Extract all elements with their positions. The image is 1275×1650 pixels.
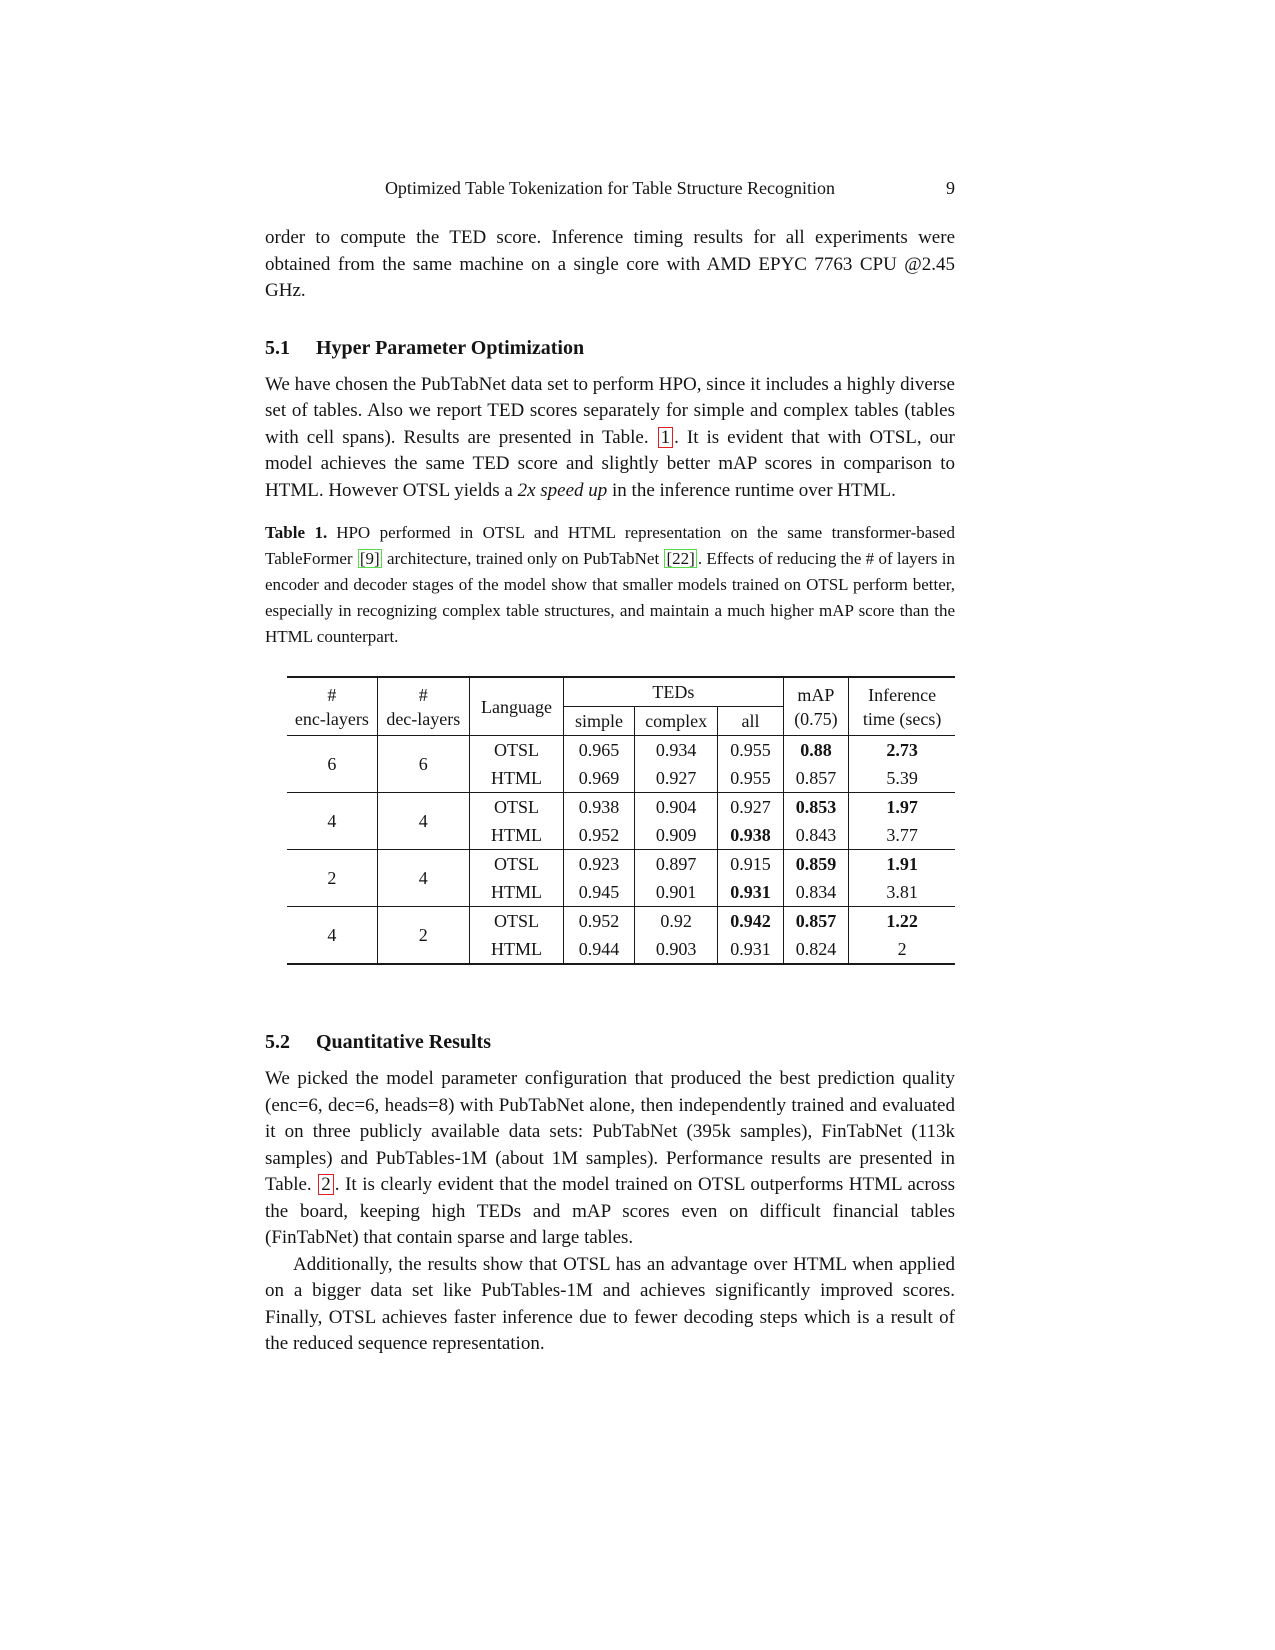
section-number: 5.2 — [265, 1031, 290, 1053]
results-table-header — [287, 677, 955, 736]
cell-time: 3.81 — [849, 878, 955, 907]
table-1-ref[interactable]: 1 — [658, 427, 674, 448]
running-head — [265, 178, 955, 205]
cell-time: 2.73 — [849, 736, 955, 765]
cell-time: 2 — [849, 935, 955, 964]
cell-simple: 0.944 — [564, 935, 635, 964]
table-1-caption: Table 1. HPO performed in OTSL and HTML representation on the same transformer-based TableFormer [9] architecture, trained only on PubTabNet [22] . Effects of reducing the # of layers in encoder and decoder stages of the model show that smaller models trained on OTSL perform better, especially in recognizing complex table structures, and maintain a much higher mAP score than the HTML counterpart. — [265, 523, 955, 646]
running-title: Optimized Table Tokenization for Table Structure Recognition — [384, 178, 836, 198]
section-number: 5.1 — [265, 336, 290, 359]
cell-simple: 0.965 — [564, 736, 635, 765]
cell-simple: 0.938 — [564, 793, 635, 822]
cell-time: 1.97 — [849, 793, 955, 822]
cell-time: 3.77 — [849, 821, 955, 850]
paragraph-5-1: We have chosen the PubTabNet data set to perform HPO, since it includes a highly diverse set of tables. Also we report TED scores separately for simple and complex tables (tables with cell spans). Results are presented in Table. 1 . It is evident that with OTSL, our model achieves the same TED score and slightly better mAP scores in comparison to HTML. However OTSL yields a 2x speed up in the inference runtime over HTML. — [265, 373, 955, 501]
cell-map: 0.843 — [783, 821, 849, 850]
cell-all: 0.942 — [718, 907, 783, 936]
enc-layers-cell: 2 — [287, 850, 377, 907]
citation-22-ref[interactable]: [22] — [666, 549, 695, 568]
cell-lang: OTSL — [469, 907, 563, 936]
dec-layers-cell: 2 — [377, 907, 469, 965]
cell-all: 0.931 — [718, 878, 783, 907]
cell-complex: 0.927 — [634, 764, 718, 793]
cell-all: 0.955 — [718, 736, 783, 765]
cell-lang: HTML — [469, 821, 563, 850]
enc-layers-cell: 4 — [287, 793, 377, 850]
cell-map: 0.834 — [783, 878, 849, 907]
paragraph-5-2-b: Additionally, the results show that OTSL has an advantage over HTML when applied on a bigger data set like PubTables-1M and achieves significantly improved scores. Finally, OTSL achieves faster inference due to fewer decoding steps which is a result of the reduced sequence representation. — [265, 1253, 955, 1354]
cell-complex: 0.901 — [634, 878, 718, 907]
table-1-wrapper — [287, 676, 955, 965]
header-row-top — [287, 677, 955, 707]
page-number: 9 — [946, 178, 955, 198]
table-row — [287, 850, 955, 879]
col-header-simple: simple — [564, 707, 635, 736]
cell-simple: 0.952 — [564, 907, 635, 936]
cell-all: 0.938 — [718, 821, 783, 850]
cell-map: 0.853 — [783, 793, 849, 822]
table-1-caption-label: Table 1. — [265, 523, 328, 542]
dec-layers-cell: 4 — [377, 850, 469, 907]
cell-complex: 0.92 — [634, 907, 718, 936]
cell-time: 5.39 — [849, 764, 955, 793]
cell-map: 0.859 — [783, 850, 849, 879]
cell-map: 0.88 — [783, 736, 849, 765]
cell-lang: HTML — [469, 878, 563, 907]
table-row — [287, 793, 955, 822]
table-row — [287, 736, 955, 765]
table-row — [287, 907, 955, 936]
cell-complex: 0.897 — [634, 850, 718, 879]
dec-layers-cell: 6 — [377, 736, 469, 793]
col-header-language: Language — [469, 677, 563, 736]
col-header-complex: complex — [634, 707, 718, 736]
col-header-dec-layers: # dec-layers — [377, 677, 469, 736]
citation-9-ref[interactable]: [9] — [359, 549, 380, 568]
cell-complex: 0.909 — [634, 821, 718, 850]
cell-all: 0.955 — [718, 764, 783, 793]
results-table — [287, 676, 955, 965]
enc-layers-cell: 4 — [287, 907, 377, 965]
cell-map: 0.857 — [783, 764, 849, 793]
cell-time: 1.91 — [849, 850, 955, 879]
col-header-map: mAP (0.75) — [783, 677, 849, 736]
cell-map: 0.857 — [783, 907, 849, 936]
cell-map: 0.824 — [783, 935, 849, 964]
cell-complex: 0.903 — [634, 935, 718, 964]
cell-simple: 0.969 — [564, 764, 635, 793]
col-header-enc-layers: # enc-layers — [287, 677, 377, 736]
cell-lang: OTSL — [469, 793, 563, 822]
cell-time: 1.22 — [849, 907, 955, 936]
cell-all: 0.927 — [718, 793, 783, 822]
cell-complex: 0.904 — [634, 793, 718, 822]
cell-complex: 0.934 — [634, 736, 718, 765]
dec-layers-cell: 4 — [377, 793, 469, 850]
cell-simple: 0.945 — [564, 878, 635, 907]
section-title: Hyper Parameter Optimization — [316, 336, 585, 359]
section-heading-5-1 — [265, 335, 955, 362]
cell-lang: HTML — [469, 764, 563, 793]
intro-paragraph: order to compute the TED score. Inference timing results for all experiments were obtained from the same machine on a single core with AMD EPYC 7763 CPU @2.45 GHz. — [265, 227, 955, 301]
paragraph-5-2-a: We picked the model parameter configuration that produced the best prediction quality (enc=6, dec=6, heads=8) with PubTabNet alone, then independently trained and evaluated it on three publicly available data sets: PubTabNet (395k samples), FinTabNet (113k samples) and PubTables-1M (about 1M samples). Performance results are presented in Table. 2 . It is clearly evident that the model trained on OTSL outperforms HTML across the board, keeping high TEDs and mAP scores even on difficult financial tables (FinTabNet) that contain sparse and large tables. — [265, 1068, 955, 1248]
cell-lang: HTML — [469, 935, 563, 964]
enc-layers-cell: 6 — [287, 736, 377, 793]
col-header-inference-time: Inference time (secs) — [849, 677, 955, 736]
col-header-all: all — [718, 707, 783, 736]
col-header-teds: TEDs — [564, 677, 783, 707]
results-table-body — [287, 736, 955, 965]
cell-simple: 0.923 — [564, 850, 635, 879]
section-heading-5-2 — [265, 1029, 955, 1056]
cell-all: 0.915 — [718, 850, 783, 879]
cell-lang: OTSL — [469, 850, 563, 879]
cell-lang: OTSL — [469, 736, 563, 765]
table-2-ref[interactable]: 2 — [318, 1174, 334, 1195]
cell-all: 0.931 — [718, 935, 783, 964]
text-column — [265, 178, 955, 1358]
cell-simple: 0.952 — [564, 821, 635, 850]
section-title: Quantitative Results — [316, 1031, 491, 1053]
